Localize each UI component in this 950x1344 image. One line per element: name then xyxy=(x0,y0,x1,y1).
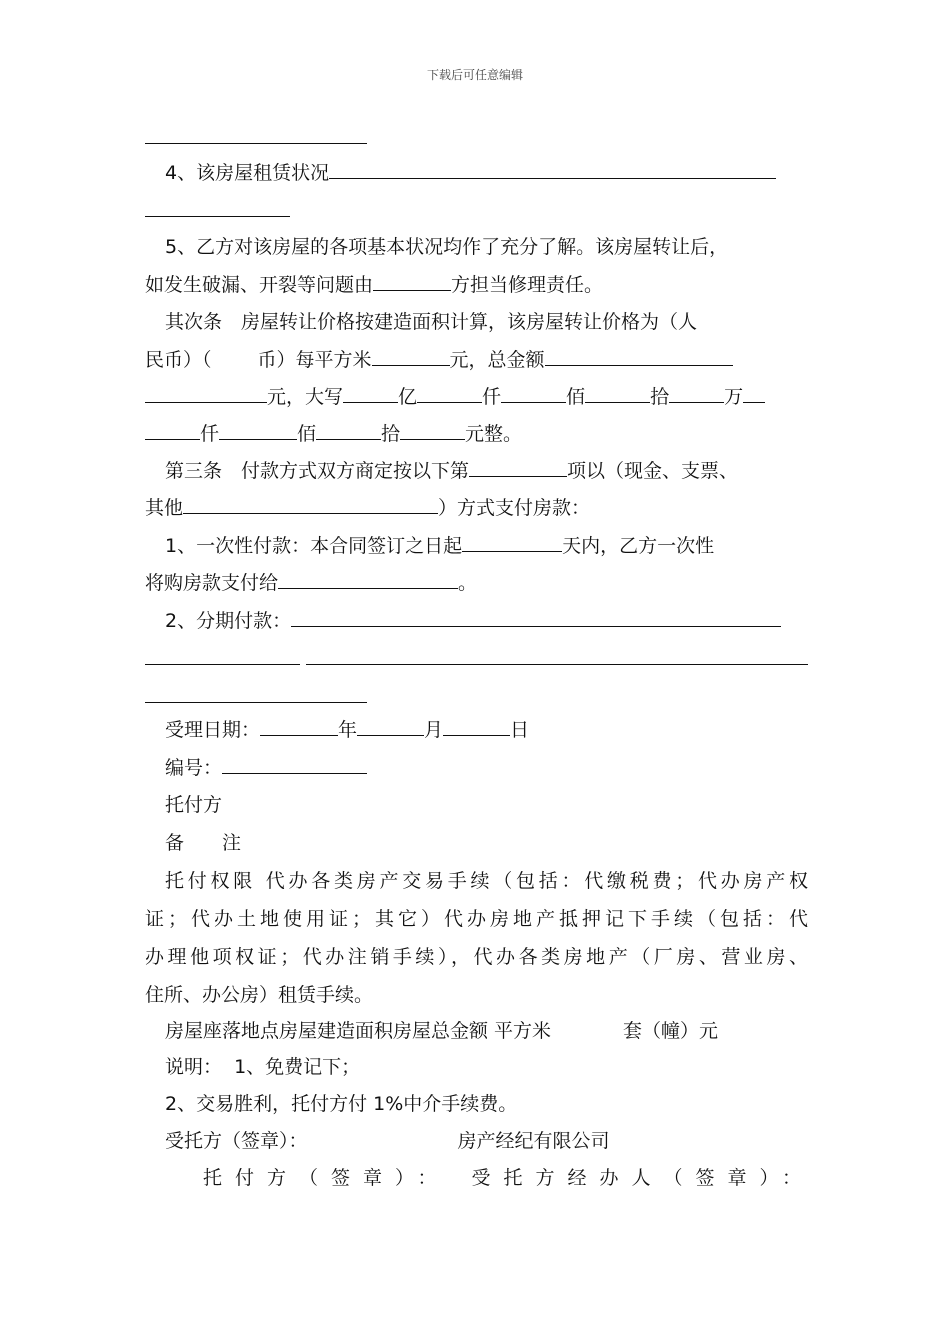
number-line: 编号： xyxy=(165,755,367,780)
clause5-line1: 5、乙方对该房屋的各项基本状况均作了充分了解。该房屋转让后， xyxy=(165,236,729,258)
accept-date-line: 受理日期： 年 月 日 xyxy=(165,719,530,741)
installment-line: 2、分期付款： xyxy=(165,608,781,633)
price-line1: 其次条 房屋转让价格按建造面积计算，该房屋转让价格为（人 xyxy=(165,311,698,333)
payment-line2: 其他 ）方式支付房款： xyxy=(145,497,591,519)
price-line3: 元，大写 亿 仟 佰 拾 万 xyxy=(145,384,765,409)
authority-line4: 住所、办公房）租赁手续。 xyxy=(145,984,374,1006)
blank-line xyxy=(145,646,808,671)
blank xyxy=(329,160,776,179)
signature-line1: 受托方（签章）： 房产经纪有限公司 xyxy=(165,1130,610,1152)
authority-line1: 托付权限 代办各类房产交易手续（包括：代缴税费；代办房产权 xyxy=(165,870,808,892)
rental-status-label: 4、该房屋租赁状况 xyxy=(165,162,330,184)
remark-label: 备 注 xyxy=(165,832,242,854)
page-header: 下载后可任意编辑 xyxy=(426,68,523,82)
note-line: 说明： 1、免费记下； xyxy=(165,1056,361,1078)
blank-line xyxy=(145,198,290,223)
fee-line: 2、交易胜利，托付方付 1%中介手续费。 xyxy=(165,1093,518,1115)
lump-sum-line1: 1、一次性付款：本合同签订之日起 天内，乙方一次性 xyxy=(165,535,715,557)
entruster-label: 托付方 xyxy=(165,794,223,816)
blank-line xyxy=(145,684,367,709)
clause5-line2: 如发生破漏、开裂等问题由 方担当修理责任。 xyxy=(145,274,604,296)
payment-line1: 第三条 付款方式双方商定按以下第 项以（现金、支票、 xyxy=(165,460,739,482)
authority-line3: 办理他项权证；代办注销手续），代办各类房地产（厂房、营业房、 xyxy=(145,946,808,968)
price-line4: 仟 佰 拾 元整。 xyxy=(145,421,522,446)
signature-line2: 托付方（签章）： 受托方经办人（签章）： xyxy=(203,1167,815,1189)
authority-line2: 证；代办土地使用证；其它）代办房地产抵押记下手续（包括：代 xyxy=(145,908,808,930)
lump-sum-line2: 将购房款支付给 。 xyxy=(145,572,478,594)
rental-status-line xyxy=(165,160,776,185)
location-line: 房屋座落地点房屋建造面积房屋总金额 平方米 套（幢）元 xyxy=(165,1020,719,1042)
blank-line xyxy=(145,125,367,150)
price-line2: 民币）（ 币）每平方米 元，总金额 xyxy=(145,347,733,372)
